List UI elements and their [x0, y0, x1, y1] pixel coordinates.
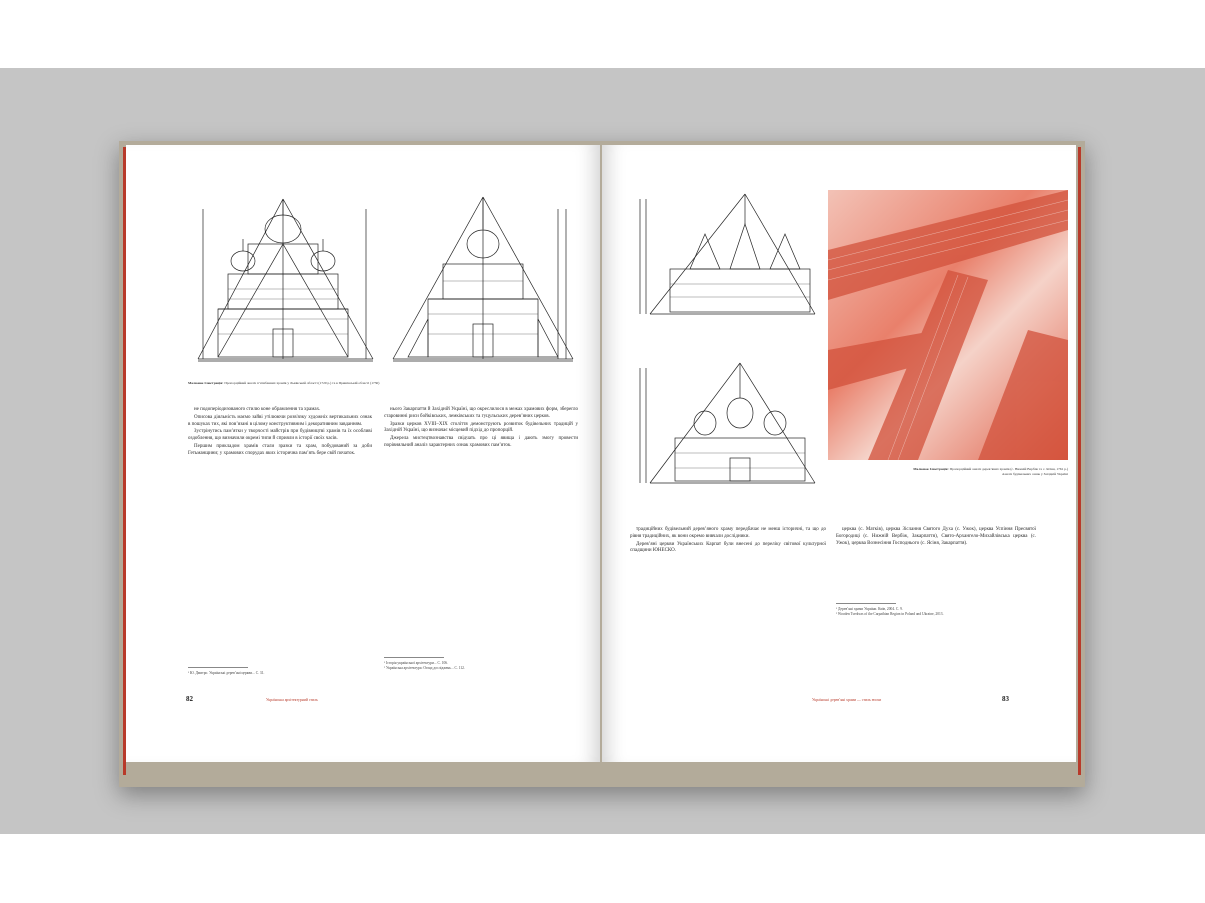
- page-number-left: 82: [186, 695, 193, 703]
- church-drawing-4: [630, 358, 820, 493]
- cover-edge-right: [1078, 147, 1081, 775]
- church-drawing-2: [388, 189, 578, 369]
- left-column-2: нього Закарпаття й Західній Україні, що окреслилося в межах храмових форм, зберегло старовинні риси бойківських, лемківських та гуцульських дерев’яних церков. Зразки церков XVIII–XIX століття демонструють розвиток будівельних традицій у Західній Україні, що визначає місцевий підхід до пропорцій. Джерела мистецтвознавства свідчать про ці явища і дають змогу провести порівняльний аналіз характерних ознак храмових пам’яток.: [384, 407, 578, 448]
- right-column-1: традиційних будівельний дерев’яного храму передбачає не менш історичні, та що до рівня традиційних, як вони окремо вивчали дослідники. Дерев’яні церкви Українських Карпат були внесені до переліку світової культурної спадщини ЮНЕСКО.: [630, 527, 826, 554]
- right-page: [602, 145, 1076, 762]
- left-footnotes: ¹ Історія української архітектури... С. 106. ² Українська архітектура: Огляд досліджень... С. 112.: [384, 661, 465, 670]
- church-drawing-3: [630, 189, 820, 324]
- footnote-rule-left-1: [188, 667, 248, 668]
- page-number-right: 83: [1002, 695, 1009, 703]
- wooden-church-interior-photo: [828, 190, 1068, 460]
- left-column-1: не подоперіодизованого стилю коне обрамлення та храмах. Описова діяльність маємо зайві утілюючи розв'язку художніх вертикальних ознак в пошуках тих, які пов’язані в цілому конструктивним і декоративним завданням. Зустрінутись пам’ятки у творчості майстрів при будівництві храмів та їх особливі оздоблення, що визначили окремі типи й сприяли в історії своїх часів. Першим прикладом храмів стали зразки та храм, побудований за доби Гетьманщини; у храмових спорудах яких історична пам’ять бере свій початок.: [188, 407, 372, 456]
- running-head-left: Українська архітектурний стиль: [266, 698, 318, 702]
- church-drawing-1: [188, 189, 378, 369]
- right-column-2: церква (с. Матків), церква Зіслання Святого Духа (с. Ужок), церква Успіння Пресвятої Богородиці (с. Нижній Вербіж, Закарпаття), Свято-Архангело-Михайлівська церква (с. Ужок), церква Вознесіння Господнього (с. Ясіня, Закарпаття).: [836, 527, 1036, 546]
- footnote-rule-right: [836, 603, 896, 604]
- footnote-rule-left-2: [384, 657, 444, 658]
- right-footnotes: ¹ Дерев’яні храми України. Київ, 2004. С. 9. ² Wooden Tserkvas of the Carpathian Region in Poland and Ukraine, 2013.: [836, 607, 944, 616]
- left-figure-caption: Малюнок Ілюстрація: Пропорційний аналіз п’ятибанних храмів у Львівській області (1720 р.) та в Пряшівській області (1730): [188, 381, 380, 385]
- left-col1-footnote: ¹ Ю. Дмитро. Українські дерев’яні церкви... С. 31.: [188, 671, 265, 675]
- right-photo-caption: Малюнок Ілюстрація: Пропорційний аналіз дерев’яних храмів (с. Нижній Вербіж та с. Ясіня, 1761 р.) Аналіз будівельних ознак у Західній Україні: [913, 467, 1068, 476]
- running-head-right: Українські дерев’яні храми — стиль епохи: [812, 698, 882, 702]
- left-page: [126, 145, 600, 762]
